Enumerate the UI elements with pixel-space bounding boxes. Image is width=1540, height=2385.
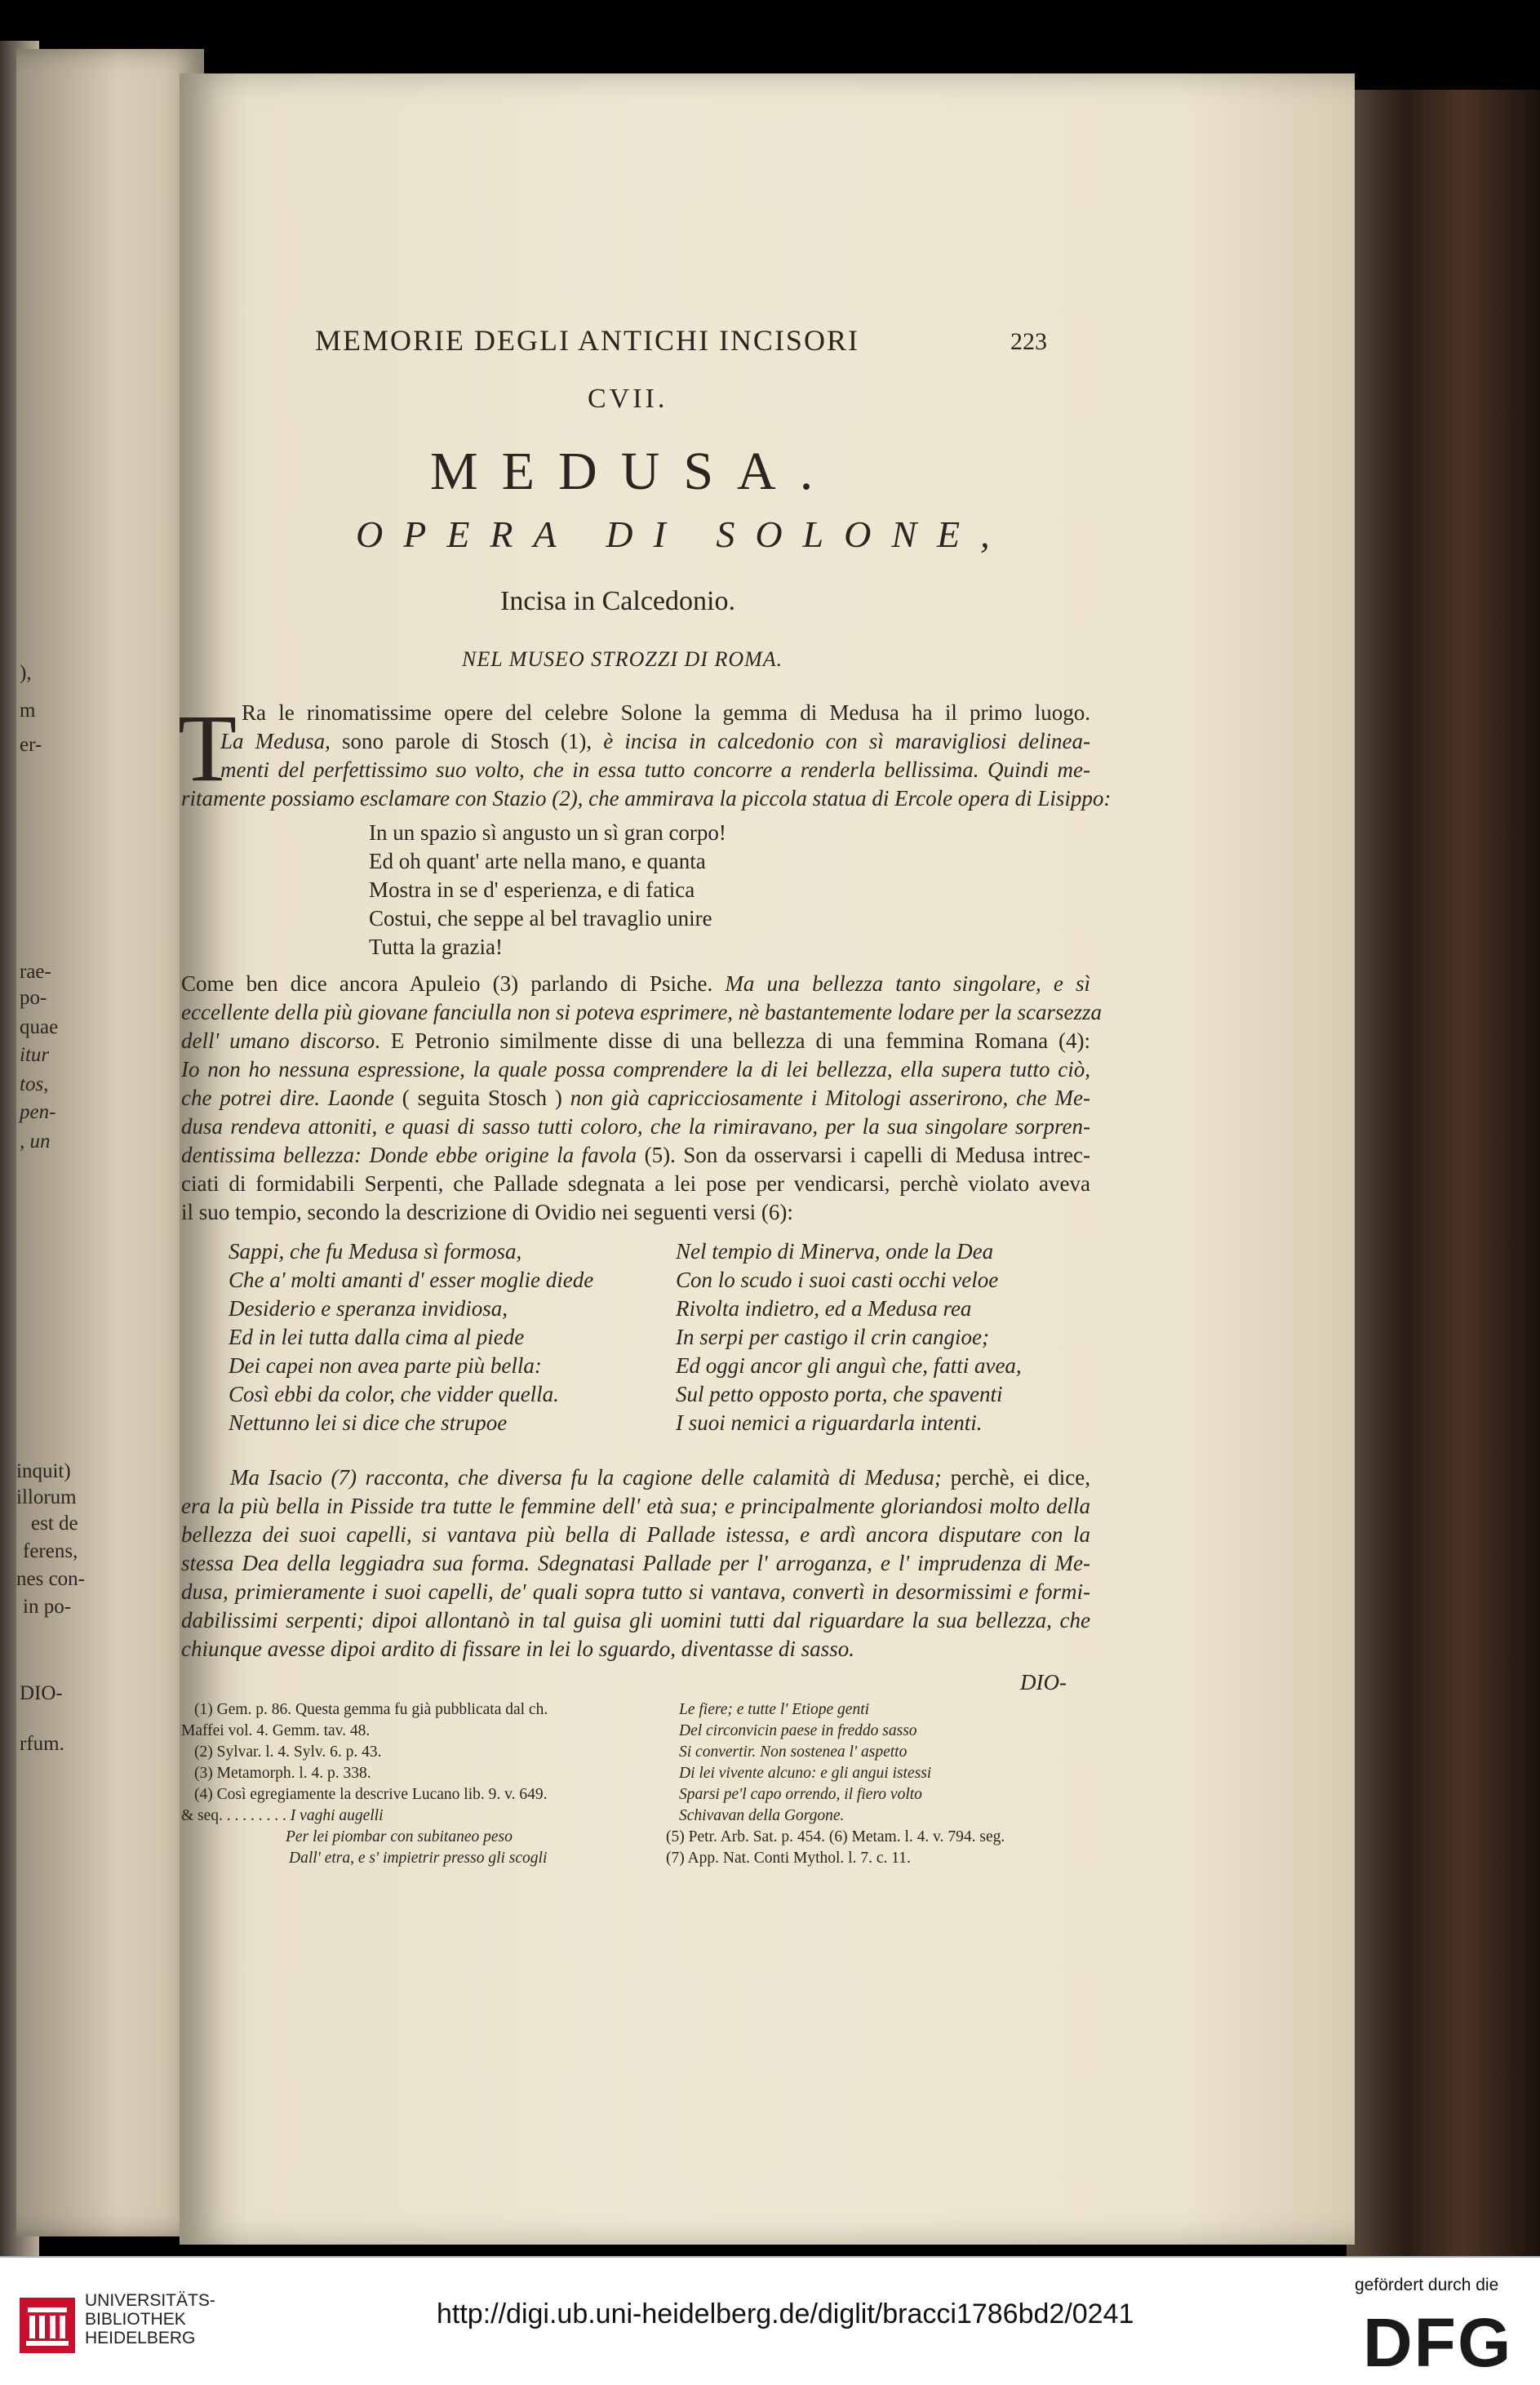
verse-line: Ed oggi ancor gli anguì che, fatti avea, bbox=[676, 1353, 1022, 1378]
text-run: Ma una bellezza tanto singolare, e sì bbox=[725, 971, 1090, 996]
text-run: Dall' etra, e s' impietrir presso gli scogli bbox=[289, 1850, 548, 1867]
margin-fragment: pen- bbox=[20, 1101, 56, 1123]
verse-line: Sul petto opposto porta, che spaventi bbox=[676, 1382, 1003, 1406]
text-run: dell' umano discorso bbox=[181, 1028, 375, 1053]
text-run: Le fiere; e tutte l' Etiope genti bbox=[679, 1701, 870, 1718]
university-seal-icon[interactable] bbox=[18, 2296, 77, 2355]
margin-fragment: inquit) bbox=[16, 1460, 71, 1482]
text-run: Di lei vivente alcuno: e gli angui istessi bbox=[679, 1765, 932, 1782]
page-url[interactable]: http://digi.ub.uni-heidelberg.de/diglit/bracci1786bd2/0241 bbox=[437, 2298, 1134, 2329]
footnote-line bbox=[194, 1742, 382, 1763]
margin-fragment: , un bbox=[20, 1130, 51, 1153]
section-number: CVII. bbox=[588, 384, 668, 414]
paragraph-line bbox=[181, 1492, 1090, 1521]
text-run: Sparsi pe'l capo orrendo, il fiero volto bbox=[679, 1786, 922, 1803]
museum-line: NEL MUSEO STROZZI DI ROMA. bbox=[462, 647, 783, 671]
text-run: il suo tempio, secondo la descrizione di Ovidio nei seguenti versi (6): bbox=[181, 1200, 793, 1224]
funder-logo[interactable]: DFG bbox=[1363, 2304, 1513, 2381]
paragraph-line bbox=[181, 998, 1102, 1027]
margin-fragment: in po- bbox=[23, 1596, 72, 1618]
text-run: ciati di formidabili Serpenti, che Pallade sdegnata a lei pose per vendicarsi, perchè violato aveva bbox=[181, 1171, 1090, 1196]
paragraph-line bbox=[181, 1549, 1090, 1578]
page-number: 223 bbox=[1010, 328, 1047, 355]
footnote-line bbox=[666, 1827, 1005, 1848]
verse-line: Così ebbi da color, che vidder quella. bbox=[229, 1382, 559, 1406]
library-name[interactable]: UNIVERSITÄTS- BIBLIOTHEK HEIDELBERG bbox=[85, 2291, 215, 2347]
running-title: MEMORIE DEGLI ANTICHI INCISORI bbox=[315, 324, 859, 357]
text-run: (5). Son da osservarsi i capelli di Medusa intrec- bbox=[644, 1143, 1090, 1167]
verse-line: Desiderio e speranza invidiosa, bbox=[229, 1296, 508, 1321]
paragraph-line bbox=[181, 1578, 1090, 1606]
text-run: (3) Metamorph. l. 4. p. 338. bbox=[194, 1765, 371, 1782]
text-run: (5) Petr. Arb. Sat. p. 454. (6) Metam. l. 4. v. 794. seg. bbox=[666, 1828, 1005, 1845]
footnote-line bbox=[679, 1763, 931, 1784]
margin-fragment: po- bbox=[20, 987, 47, 1009]
text-run: La Medusa, bbox=[220, 729, 342, 753]
text-run: era la più bella in Pisside tra tutte le femmine dell' età sua; e principalmente gloriandosi molto della bbox=[181, 1494, 1090, 1518]
subtitle: OPERA DI SOLONE, bbox=[356, 513, 1010, 555]
text-run: dusa, primieramente i suoi capelli, de' quali sopra tutto si vantava, convertì in desormissimi e formi- bbox=[181, 1579, 1090, 1604]
footnote-line bbox=[679, 1742, 907, 1763]
text-run: Come ben dice ancora Apuleio (3) parlando di Psiche. bbox=[181, 971, 726, 996]
verse-line: Costui, che seppe al bel travaglio unire bbox=[369, 906, 712, 930]
text-run: Quindi me- bbox=[987, 757, 1090, 782]
paragraph-line bbox=[181, 1141, 1090, 1170]
margin-fragment: rae- bbox=[20, 961, 51, 983]
margin-fragment: DIO- bbox=[20, 1682, 63, 1704]
paragraph-line bbox=[181, 784, 1112, 813]
paragraph-line bbox=[242, 699, 1090, 727]
margin-fragment: ferens, bbox=[23, 1540, 78, 1562]
text-run: sono parole di Stosch (1), bbox=[341, 729, 604, 753]
margin-fragment: quae bbox=[20, 1016, 59, 1038]
paragraph-line bbox=[181, 1521, 1090, 1549]
footnote-line bbox=[286, 1827, 513, 1848]
text-run: Maffei vol. 4. Gemm. tav. 48. bbox=[181, 1722, 371, 1739]
text-run: Si convertir. Non sostenea l' aspetto bbox=[679, 1743, 908, 1761]
verse-line: I suoi nemici a riguardarla intenti. bbox=[676, 1410, 983, 1435]
paragraph-line bbox=[181, 1027, 1090, 1055]
footnote-line bbox=[679, 1784, 922, 1805]
drop-cap: T bbox=[178, 695, 237, 802]
verse-line: Nettunno lei si dice che strupoe bbox=[229, 1410, 508, 1435]
text-run: Ra le rinomatissime opere del celebre Solone la gemma di Medusa ha il primo luogo. bbox=[242, 700, 1090, 725]
footnote-line bbox=[679, 1721, 917, 1742]
text-run: dabilissimi serpenti; dipoi allontanò in tal guisa gli uomini tutti dal riguardare la sua bellezza, che bbox=[181, 1608, 1090, 1632]
footnote-line bbox=[181, 1721, 370, 1742]
text-run: chiunque avesse dipoi ardito di fissare in lei lo sguardo, diventasse di sasso. bbox=[181, 1637, 854, 1661]
text-run: & seq. . . . . . . . . bbox=[181, 1807, 291, 1824]
verse-line: Ed in lei tutta dalla cima al piede bbox=[229, 1325, 525, 1349]
text-run: (1) Gem. p. 86. Questa gemma fu già pubblicata dal ch. bbox=[194, 1701, 548, 1718]
text-run: Del circonvicin paese in freddo sasso bbox=[679, 1722, 917, 1739]
paragraph-line bbox=[181, 1084, 1090, 1113]
footnote-line bbox=[289, 1848, 547, 1869]
paragraph-line bbox=[181, 1198, 793, 1227]
paragraph-line bbox=[230, 1463, 1090, 1492]
text-run: bellezza dei suoi capelli, si vantava più bella di Pallade istessa, e ardì ancora disputare con la bbox=[181, 1522, 1090, 1547]
text-run: stessa Dea della leggiadra sua forma. Sdegnatasi Pallade per l' arroganza, e l' imprudenza di Me- bbox=[181, 1551, 1090, 1575]
text-run: Per lei piombar con subitaneo peso bbox=[286, 1828, 513, 1845]
footnote-line bbox=[679, 1699, 869, 1721]
verse-line: Ed oh quant' arte nella mano, e quanta bbox=[369, 849, 706, 873]
funding-text: gefördert durch die bbox=[1355, 2276, 1499, 2294]
footnote-line bbox=[181, 1805, 384, 1827]
text-run: ritamente possiamo esclamare con Stazio (2), che ammirava la piccola statua di Ercole opera di Lisippo: bbox=[181, 786, 1112, 811]
page-title: MEDUSA. bbox=[430, 442, 837, 501]
paragraph-line bbox=[220, 756, 1090, 784]
verse-line: Sappi, che fu Medusa sì formosa, bbox=[229, 1239, 522, 1264]
verse-line: Con lo scudo i suoi casti occhi veloe bbox=[676, 1268, 999, 1292]
text-run: non già capricciosamente i Mitologi asserirono, che Me- bbox=[570, 1086, 1090, 1110]
text-run: (2) Sylvar. l. 4. Sylv. 6. p. 43. bbox=[194, 1743, 382, 1761]
text-run: (4) Così egregiamente la descrive Lucano lib. 9. v. 649. bbox=[194, 1786, 548, 1803]
verse-line: Che a' molti amanti d' esser moglie diede bbox=[229, 1268, 594, 1292]
margin-fragment: est de bbox=[31, 1512, 78, 1534]
paragraph-line bbox=[181, 1635, 854, 1663]
verse-line: Dei capei non avea parte più bella: bbox=[229, 1353, 542, 1378]
paragraph-line bbox=[181, 970, 1090, 998]
book-cover bbox=[1347, 90, 1540, 2256]
viewer-footer bbox=[0, 2256, 1540, 2385]
text-run: Ma Isacio (7) racconta, che diversa fu la cagione delle calamità di Medusa; bbox=[230, 1465, 951, 1490]
catchword: DIO- bbox=[1020, 1670, 1067, 1694]
margin-fragment: nes con- bbox=[16, 1568, 85, 1590]
text-run: eccellente della più giovane fanciulla non si poteva esprimere, nè bastantemente lodare per la scarsezza bbox=[181, 1000, 1102, 1024]
verse-line: In un spazio sì angusto un sì gran corpo! bbox=[369, 820, 726, 845]
verse-line: Nel tempio di Minerva, onde la Dea bbox=[676, 1239, 994, 1264]
margin-fragment: rfum. bbox=[20, 1733, 64, 1755]
margin-fragment: m bbox=[20, 700, 36, 722]
margin-fragment: tos, bbox=[20, 1073, 49, 1095]
margin-fragment: er- bbox=[20, 734, 42, 756]
text-run: menti del perfettissimo suo volto, che in essa tutto concorre a renderla bellissima. bbox=[220, 757, 987, 782]
margin-fragment: ), bbox=[20, 662, 32, 684]
text-run: che potrei dire. Laonde bbox=[181, 1086, 402, 1110]
verse-line: In serpi per castigo il crin cangioe; bbox=[676, 1325, 989, 1349]
paragraph-line bbox=[220, 727, 1090, 756]
text-run: perchè, ei dice, bbox=[950, 1465, 1090, 1490]
text-run: . E Petronio similmente disse di una bellezza di una femmina Romana (4): bbox=[375, 1028, 1090, 1053]
text-run: I vaghi augelli bbox=[290, 1807, 384, 1824]
material-line: Incisa in Calcedonio. bbox=[500, 586, 735, 616]
footnote-line bbox=[194, 1699, 548, 1721]
footnote-line bbox=[194, 1784, 547, 1805]
paragraph-line bbox=[181, 1170, 1090, 1198]
text-run: dentissima bellezza: Donde ebbe origine la favola bbox=[181, 1143, 645, 1167]
margin-fragment: itur bbox=[20, 1044, 50, 1066]
text-run: Io non ho nessuna espressione, la quale possa comprendere la di lei bellezza, ella supera tutto ciò, bbox=[181, 1057, 1090, 1081]
text-run: ( seguita Stosch ) bbox=[402, 1086, 570, 1110]
text-run: (7) App. Nat. Conti Mythol. l. 7. c. 11. bbox=[666, 1850, 911, 1867]
text-run: Schivavan della Gorgone. bbox=[679, 1807, 845, 1824]
verse-line: Tutta la grazia! bbox=[369, 935, 503, 959]
footnote-line bbox=[679, 1805, 844, 1827]
footnote-line bbox=[194, 1763, 371, 1784]
text-run: dusa rendeva attoniti, e quasi di sasso tutti coloro, che la rimiravano, per la sua singolare sorpren- bbox=[181, 1114, 1090, 1139]
verse-line: Rivolta indietro, ed a Medusa rea bbox=[676, 1296, 972, 1321]
paragraph-line bbox=[181, 1113, 1090, 1141]
paragraph-line bbox=[181, 1055, 1090, 1084]
verse-line: Mostra in se d' esperienza, e di fatica bbox=[369, 877, 695, 902]
margin-fragment: illorum bbox=[16, 1486, 77, 1508]
text-run: è incisa in calcedonio con sì maravigliosi delinea- bbox=[603, 729, 1090, 753]
left-page bbox=[16, 49, 204, 2236]
footnote-line bbox=[666, 1848, 911, 1869]
paragraph-line bbox=[181, 1606, 1090, 1635]
